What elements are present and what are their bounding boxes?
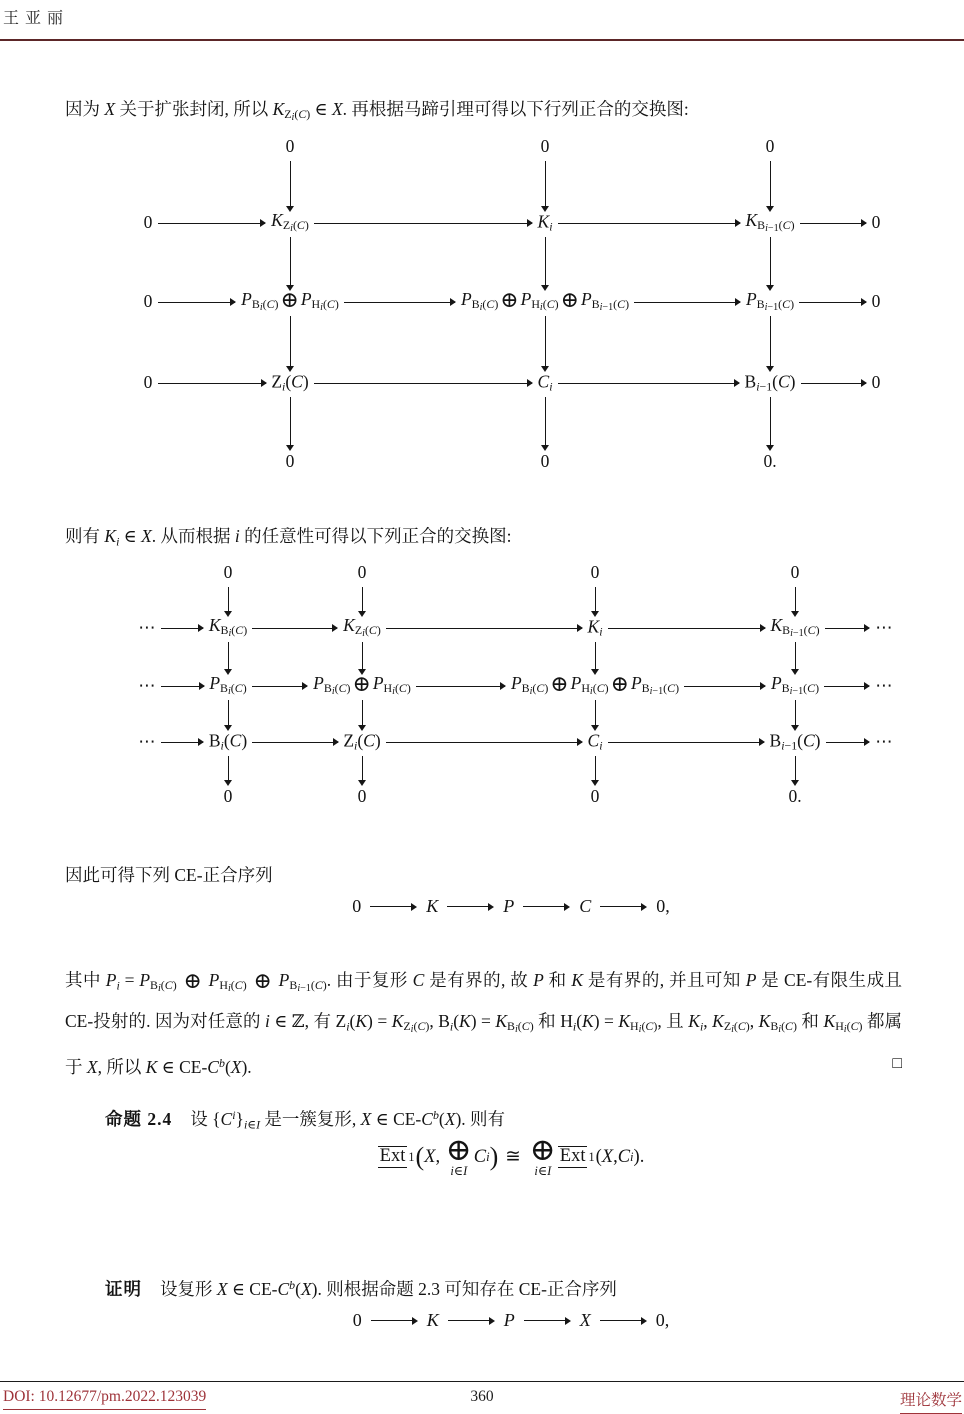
diagram-node: $K_{Z_i(C)}$: [343, 615, 381, 640]
sequence-term: K: [426, 896, 439, 916]
down-arrow: [795, 642, 796, 669]
diagram-terminal: ⋯: [138, 617, 156, 638]
diagram-zero-top: 0: [765, 136, 775, 157]
footer: [0, 1388, 964, 1414]
right-arrow: [447, 902, 494, 912]
exact-sequence-2: [0, 1310, 964, 1331]
sequence-term: 0: [352, 1310, 362, 1330]
diagram-terminal: 0: [871, 212, 881, 233]
diagram-node: $P_{B_i(C)}\oplus$ $P_{H_i(C)}\oplus$ $P_{B_{i-1}(C)}$: [510, 672, 680, 698]
right-arrow: [386, 742, 582, 743]
down-arrow: [545, 237, 546, 285]
diagram-node: $P_{B_i(C)}\oplus$ $P_{H_i(C)}\oplus$ $P_{B_{i-1}(C)}$: [460, 288, 630, 314]
right-arrow: [370, 902, 417, 912]
right-arrow: [634, 302, 740, 303]
diagram-node: $K_{B_{i-1}(C)}$: [745, 210, 795, 235]
exact-sequence-1: [0, 896, 964, 917]
right-arrow: [161, 628, 203, 629]
down-arrow: [795, 756, 796, 780]
diagram-zero-bottom: 0: [357, 786, 367, 807]
diagram-zero-bottom: 0: [223, 786, 233, 807]
right-arrow: [684, 686, 765, 687]
proposition-label: 命题 2.4: [105, 1109, 173, 1130]
down-arrow: [228, 642, 229, 669]
down-arrow: [362, 642, 363, 669]
right-arrow: [600, 1316, 647, 1326]
down-arrow: [795, 700, 796, 725]
down-arrow: [290, 161, 291, 206]
diagram-zero-top: 0: [790, 562, 800, 583]
down-arrow: [545, 397, 546, 445]
right-arrow: [825, 628, 870, 629]
diagram-zero-bottom: 0.: [788, 786, 802, 807]
right-arrow: [252, 686, 308, 687]
page-number: 360: [470, 1388, 494, 1405]
right-arrow: [314, 383, 532, 384]
right-arrow: [801, 383, 866, 384]
down-arrow: [290, 397, 291, 445]
diagram-terminal: 0: [871, 372, 881, 393]
diagram-node: $P_{B_{i-1}(C)}$: [745, 289, 795, 314]
right-arrow: [608, 628, 765, 629]
right-arrow: [800, 223, 866, 224]
diagram-terminal: 0: [871, 291, 881, 312]
diagram-terminal: ⋯: [875, 731, 893, 752]
right-arrow: [161, 686, 204, 687]
right-arrow: [314, 223, 532, 224]
diagram-zero-bottom: 0.: [763, 451, 777, 472]
sequence-term: P: [503, 896, 515, 916]
diagram-terminal: 0: [143, 291, 153, 312]
diagram-node: $K_{Z_i(C)}$: [271, 210, 309, 235]
right-arrow: [558, 383, 739, 384]
journal-name[interactable]: 理论数学: [900, 1388, 962, 1414]
author-name: 王亚丽: [3, 10, 70, 27]
diagram-node: $P_{B_{i-1}(C)}$: [770, 673, 820, 698]
sequence-term: K: [426, 1310, 439, 1330]
doi-link[interactable]: DOI: 10.12677/pm.2022.123039: [3, 1388, 206, 1410]
right-arrow: [344, 302, 455, 303]
paragraph-intro: 因为 X 关于扩张封闭, 所以 $K_{Z_i(C)}$ ∈ X. 再根据马蹄引理可得以下行列正合的交换图:: [65, 98, 689, 123]
right-arrow: [826, 742, 870, 743]
diagram-zero-bottom: 0: [590, 786, 600, 807]
right-arrow: [252, 628, 337, 629]
down-arrow: [595, 756, 596, 780]
paragraph-ce-sequence: 因此可得下列 CE-正合序列: [65, 864, 273, 885]
proposition-body: 设 $\{C^i\}_{i\in I}$ 是一簇复形, X ∈ $CE-C^b(X)$. 则有: [190, 1108, 506, 1132]
down-arrow: [290, 316, 291, 366]
sequence-term: 0: [352, 896, 362, 916]
commutative-diagram-2: [0, 560, 964, 810]
paragraph-conclusion: 其中 $P_i = P_{B_i(C)}$ ⊕ $P_{H_i(C)}$ ⊕ $P_{B_{i-1}(C)}$. 由于复形 C 是有界的, 故 P 和 K 是有界的, 并且可知 P 是 CE-有限生成且 CE-投射的. 因为对任意的 i ∈ ℤ, 有 $Z_i(K) = K_{Z_i(C)}$, $B_i(K) = K_{B_i(C)}$ 和 $H_i(K) = K_{H_i(C)}$, 且 $K_i$, $K_{Z_i(C)}$, $K_{B_i(C)}$ 和 $K_{H_i(C)}$ 都属于 X, 所以 K ∈ $CE-C^b(X)$. □: [65, 964, 902, 1085]
diagram-zero-bottom: 0: [285, 451, 295, 472]
down-arrow: [362, 756, 363, 780]
diagram-node: $P_{B_i(C)}\oplus$ $P_{H_i(C)}$: [313, 672, 411, 698]
sequence-term: P: [503, 1310, 515, 1330]
down-arrow: [362, 700, 363, 725]
diagram-node: $P_{B_i(C)}\oplus$ $P_{H_i(C)}$: [241, 288, 339, 314]
right-arrow: [558, 223, 740, 224]
right-arrow: [608, 742, 764, 743]
paragraph-then: 则有 $K_i$ ∈ X. 从而根据 i 的任意性可得以下列正合的交换图:: [65, 525, 512, 548]
diagram-terminal: 0: [143, 212, 153, 233]
diagram-zero-top: 0: [590, 562, 600, 583]
diagram-node: $P_{B_i(C)}$: [209, 673, 247, 698]
diagram-node: $C_i$: [587, 730, 603, 753]
diagram-terminal: ⋯: [138, 731, 156, 752]
diagram-zero-top: 0: [223, 562, 233, 583]
sequence-term: C: [579, 896, 592, 916]
right-arrow: [371, 1316, 418, 1326]
diagram-node: $B_i(C)$: [208, 730, 248, 753]
down-arrow: [770, 161, 771, 206]
diagram-node: $B_{i-1}(C)$: [769, 730, 821, 753]
right-arrow: [600, 902, 647, 912]
down-arrow: [595, 700, 596, 725]
diagram-node: $B_{i-1}(C)$: [744, 371, 796, 394]
diagram-node: $Z_i(C)$: [343, 730, 381, 753]
diagram-zero-bottom: 0: [540, 451, 550, 472]
diagram-terminal: 0: [143, 372, 153, 393]
right-arrow: [158, 302, 236, 303]
diagram-node: $K_{B_{i-1}(C)}$: [770, 615, 820, 640]
down-arrow: [545, 316, 546, 366]
right-arrow: [523, 902, 570, 912]
down-arrow: [770, 397, 771, 445]
right-arrow: [252, 742, 338, 743]
diagram-node: $Z_i(C)$: [271, 371, 309, 394]
qed-box: □: [892, 1054, 902, 1072]
down-arrow: [770, 237, 771, 285]
proof-body: 设复形 X ∈ $CE-C^b(X)$. 则根据命题 2.3 可知存在 CE-正合序列: [160, 1278, 617, 1300]
diagram-terminal: ⋯: [875, 675, 893, 696]
down-arrow: [595, 642, 596, 669]
ext-isomorphism-formula: Ext 1 ( X , ⊕ i∈I C i ) ≅ ⊕ i∈I Ext 1 ( X , C i ).: [379, 1132, 645, 1178]
right-arrow: [524, 1316, 571, 1326]
right-arrow: [158, 383, 266, 384]
header-rule: [0, 39, 964, 41]
diagram-node: $C_i$: [537, 371, 553, 394]
sequence-term: 0,: [655, 1310, 670, 1330]
diagram-terminal: ⋯: [875, 617, 893, 638]
down-arrow: [228, 700, 229, 725]
proof-label: 证明: [105, 1279, 142, 1300]
proposition-2-4: [65, 1101, 902, 1140]
down-arrow: [290, 237, 291, 285]
diagram-terminal: ⋯: [138, 675, 156, 696]
right-arrow: [386, 628, 582, 629]
down-arrow: [595, 587, 596, 611]
down-arrow: [545, 161, 546, 206]
diagram-node: $K_i$: [587, 616, 603, 639]
down-arrow: [795, 587, 796, 611]
right-arrow: [161, 742, 203, 743]
right-arrow: [158, 223, 266, 224]
right-arrow: [824, 686, 869, 687]
right-arrow: [448, 1316, 495, 1326]
down-arrow: [770, 316, 771, 366]
diagram-zero-top: 0: [357, 562, 367, 583]
proof-paragraph: [65, 1271, 902, 1305]
diagram-node: $K_{B_i(C)}$: [208, 615, 248, 640]
down-arrow: [228, 756, 229, 780]
sequence-term: X: [579, 1310, 591, 1330]
footer-rule: [0, 1381, 964, 1382]
commutative-diagram-1: [0, 133, 964, 478]
diagram-zero-top: 0: [540, 136, 550, 157]
right-arrow: [799, 302, 866, 303]
diagram-node: $K_i$: [537, 211, 553, 234]
down-arrow: [362, 587, 363, 611]
down-arrow: [228, 587, 229, 611]
right-arrow: [416, 686, 505, 687]
sequence-term: 0,: [656, 896, 670, 916]
diagram-zero-top: 0: [285, 136, 295, 157]
